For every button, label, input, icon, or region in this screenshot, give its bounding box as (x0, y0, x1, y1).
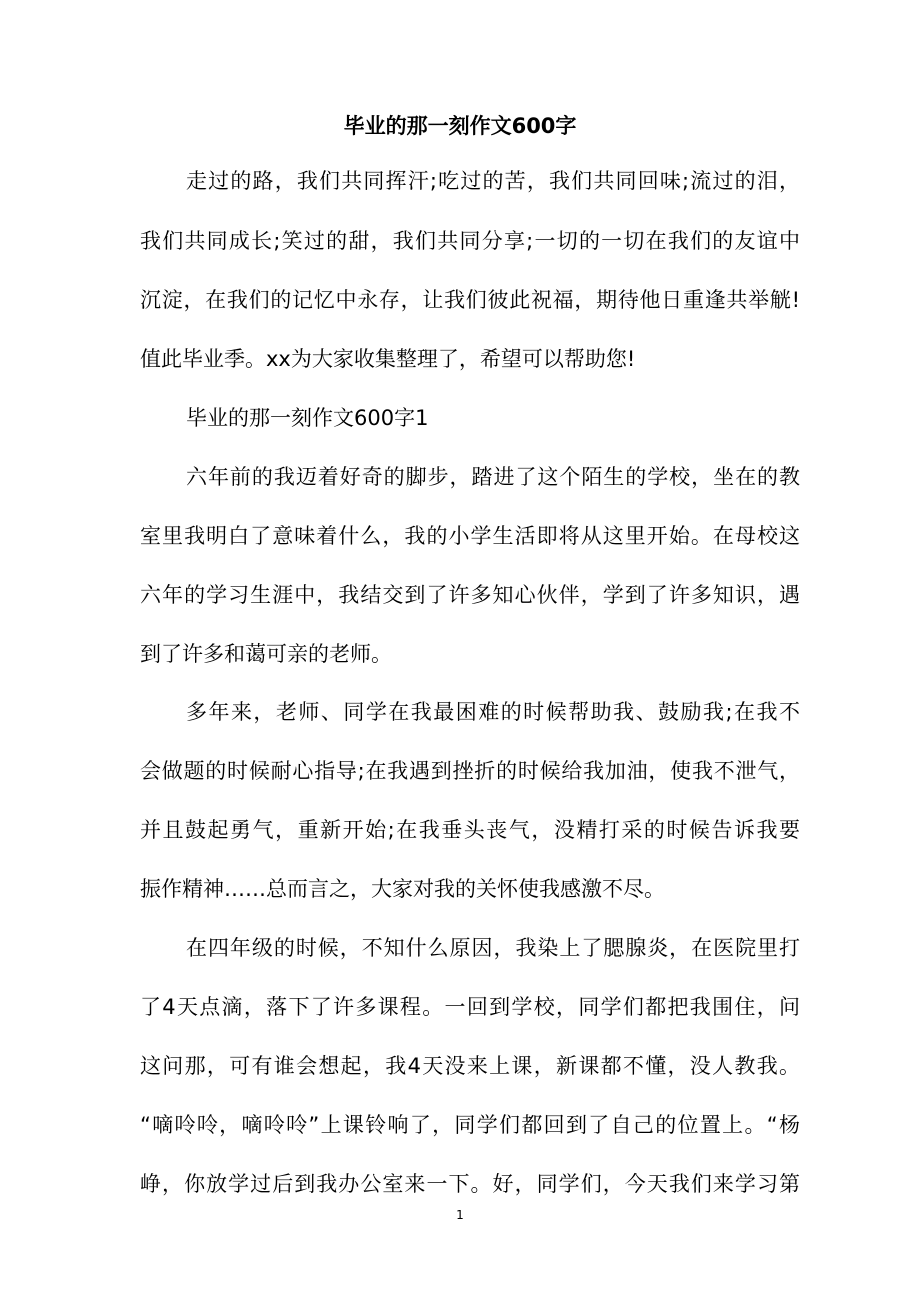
section-heading: 毕业的那一刻作文600字1 (186, 406, 429, 430)
document-title: 毕业的那一刻作文600字 (343, 114, 577, 138)
text-line: 到了许多和蔼可亲的老师。 (140, 642, 392, 666)
text-line: 走过的路，我们共同挥汗;吃过的苦，我们共同回味;流过的泪， (186, 169, 800, 193)
text-line: 峥，你放学过后到我办公室来一下。好，同学们，今天我们来学习第 (140, 1172, 800, 1196)
text-line: 我们共同成长;笑过的甜，我们共同分享;一切的一切在我们的友谊中 (140, 229, 800, 253)
text-line: 室里我明白了意味着什么，我的小学生活即将从这里开始。在母校这 (140, 524, 800, 548)
text-line: 并且鼓起勇气，重新开始;在我垂头丧气，没精打采的时候告诉我要 (140, 818, 800, 842)
text-line: 沉淀，在我们的记忆中永存，让我们彼此祝福，期待他日重逢共举觥! (140, 288, 800, 312)
text-line: 在四年级的时候，不知什么原因，我染上了腮腺炎，在医院里打 (186, 936, 800, 960)
page-number: 1 (456, 1208, 464, 1222)
text-line: “嘀呤呤，嘀呤呤”上课铃响了，同学们都回到了自己的位置上。“杨 (140, 1113, 800, 1137)
text-line: 六年前的我迈着好奇的脚步，踏进了这个陌生的学校，坐在的教 (186, 465, 800, 489)
text-line: 会做题的时候耐心指导;在我遇到挫折的时候给我加油，使我不泄气， (140, 759, 800, 783)
text-line: 值此毕业季。xx为大家收集整理了，希望可以帮助您! (140, 347, 636, 371)
text-line: 六年的学习生涯中，我结交到了许多知心伙伴，学到了许多知识，遇 (140, 583, 800, 607)
text-line: 了4天点滴，落下了许多课程。一回到学校，同学们都把我围住，问 (140, 995, 800, 1019)
text-line: 振作精神……总而言之，大家对我的关怀使我感激不尽。 (140, 877, 665, 901)
text-line: 这问那，可有谁会想起，我4天没来上课，新课都不懂，没人教我。 (140, 1054, 800, 1078)
text-line: 多年来，老师、同学在我最困难的时候帮助我、鼓励我;在我不 (186, 700, 800, 724)
